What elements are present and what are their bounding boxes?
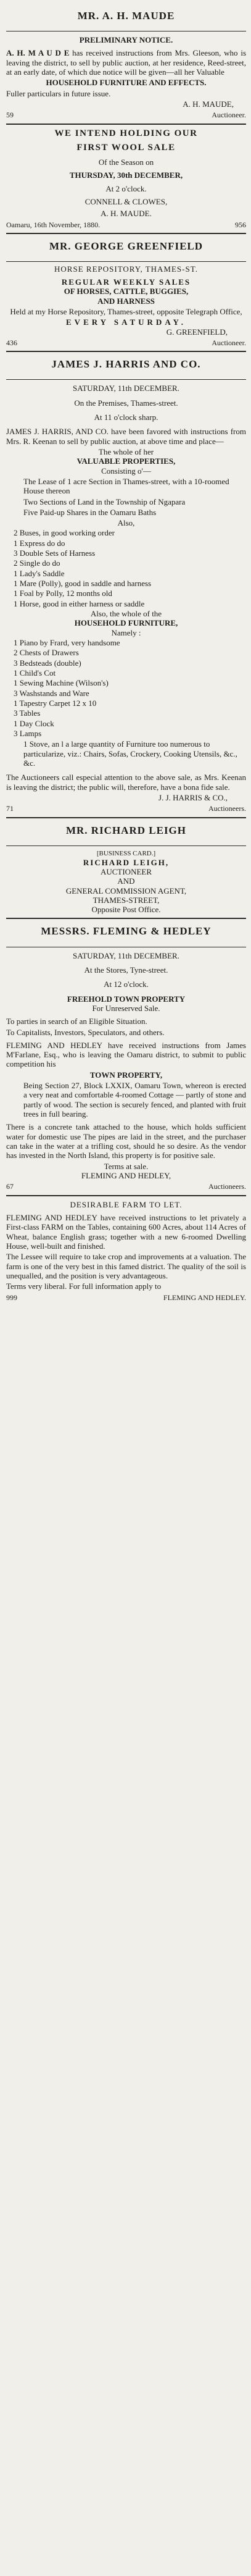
maude-body: has received instructions from Mrs. Gleeson, who is leaving the district, to sell by public auction, at her residence, Reed-street, at an early date, of which due notice will be given—all her Valuable bbox=[6, 48, 246, 77]
greenfield-role: Auctioneer. bbox=[212, 338, 246, 348]
list-item: 3 Lamps bbox=[14, 729, 42, 739]
harris-also-whole: Also, the whole of the bbox=[90, 609, 162, 619]
list-item: 3 Tables bbox=[14, 708, 41, 718]
divider bbox=[6, 261, 246, 262]
greenfield-line1: REGULAR WEEKLY SALES bbox=[61, 277, 191, 287]
fleming-to-parties: To parties in search of an Eligible Situation. bbox=[6, 1017, 147, 1026]
greenfield-header: MR. GEORGE GREENFIELD bbox=[49, 240, 204, 252]
greenfield-signed: G. GREENFIELD, bbox=[166, 327, 228, 337]
greenfield-line3: AND HARNESS bbox=[97, 296, 155, 306]
maude-role: Auctioneer. bbox=[212, 111, 246, 120]
list-item: 1 Express do do bbox=[14, 538, 65, 548]
list-item: 3 Double Sets of Harness bbox=[14, 548, 96, 558]
maude-notice-title: PRELIMINARY NOTICE. bbox=[79, 35, 173, 45]
farm-ref: 999 bbox=[6, 1293, 17, 1302]
list-item: 1 Lady's Saddle bbox=[14, 568, 65, 578]
maude-name: A. H. M A U D E bbox=[6, 48, 70, 58]
list-item: 1 Sewing Machine (Wilson's) bbox=[14, 678, 109, 688]
leigh-card: [BUSINESS CARD.] bbox=[96, 849, 156, 857]
harris-signed: J. J. HARRIS & CO., bbox=[158, 793, 228, 803]
maude-goods: HOUSEHOLD FURNITURE AND EFFECTS. bbox=[46, 78, 207, 88]
fleming-town: TOWN PROPERTY, bbox=[89, 1070, 163, 1080]
harris-consisting: Consisting o'— bbox=[101, 466, 151, 476]
harris-ad bbox=[6, 352, 246, 813]
wool-line6: CONNELL & CLOWES, bbox=[84, 196, 168, 206]
harris-valuable: VALUABLE PROPERTIES, bbox=[76, 456, 176, 466]
leigh-line3: AND bbox=[117, 876, 135, 886]
wool-dateline: Oamaru, 16th November, 1880. bbox=[6, 220, 101, 229]
harris-time: At 11 o'clock sharp. bbox=[94, 412, 158, 422]
fleming-desc2: There is a concrete tank attached to the house, which holds sufficient water for domestic use The pipes are laid in the street, and the purchaser can take in the water at a trifling cost, should he so desire. As the vendor has invested in the North Island, this property is for positive sale. bbox=[6, 1122, 246, 1160]
leigh-line5: THAMES-STREET, bbox=[93, 895, 160, 905]
list-item: 1 Piano by Frard, very handsome bbox=[14, 638, 120, 648]
list-item: 1 Foal by Polly, 12 months old bbox=[14, 589, 112, 598]
fleming-time: At 12 o'clock. bbox=[104, 980, 149, 989]
list-item: 1 Child's Cot bbox=[14, 668, 56, 678]
farm-intro: FLEMING AND HEDLEY have received instructions to let privately a First-class FARM on the Tables, containing 600 Acres, about 114 Acres of Wheat, balance English grass; together with a new 6-roomed Dwelling House, well-built and finished. bbox=[6, 1212, 246, 1251]
farm-terms: Terms very liberal. For full information apply to bbox=[6, 1282, 162, 1291]
farm-title: DESIRABLE FARM TO LET. bbox=[70, 1199, 183, 1209]
maude-signed: A. H. MAUDE, bbox=[183, 99, 234, 109]
harris-intro: JAMES J. HARRIS, AND CO. have been favored with instructions from Mrs. R. Keenan to sell by public auction, at above time and place— bbox=[6, 427, 246, 446]
greenfield-sub: HORSE REPOSITORY, THAMES-ST. bbox=[54, 264, 198, 274]
leigh-ad bbox=[6, 818, 246, 915]
leigh-header: MR. RICHARD LEIGH bbox=[65, 824, 187, 836]
greenfield-line5: EVERY SATURDAY. bbox=[66, 317, 186, 327]
fleming-header: MESSRS. FLEMING & HEDLEY bbox=[41, 925, 212, 938]
maude-fuller: Fuller particulars in future issue. bbox=[6, 88, 111, 98]
harris-ref: 71 bbox=[6, 804, 14, 813]
harris-note: The Auctioneers call especial attention to the above sale, as Mrs. Keenan is leaving the district; the public will, therefore, have a bona fide sale. bbox=[6, 773, 246, 792]
divider bbox=[6, 1195, 246, 1196]
greenfield-ad bbox=[6, 234, 246, 348]
wool-line4: THURSDAY, 30th DECEMBER, bbox=[69, 170, 183, 180]
harris-header: JAMES J. HARRIS AND CO. bbox=[51, 358, 201, 371]
maude-ref: 59 bbox=[6, 111, 14, 120]
fleming-ad bbox=[6, 919, 246, 1191]
fleming-to-cap: To Capitalists, Investors, Speculators, and others. bbox=[6, 1027, 165, 1037]
list-item: 2 Single do do bbox=[14, 558, 60, 568]
list-item: 1 Day Clock bbox=[14, 718, 54, 728]
harris-stove: 1 Stove, an l a large quantity of Furniture too numerous to particularize, viz.: Chairs, Sofas, Crockery, Cooking Utensils, &c., &c. bbox=[23, 739, 237, 768]
fleming-role: Auctioneers. bbox=[208, 1182, 246, 1191]
harris-date: SATURDAY, 11th DECEMBER. bbox=[73, 384, 179, 393]
list-item: 2 Chests of Drawers bbox=[14, 648, 79, 658]
wool-line7: A. H. MAUDE. bbox=[101, 209, 152, 219]
farm-ad bbox=[6, 1200, 246, 1302]
greenfield-ref: 436 bbox=[6, 338, 17, 348]
divider bbox=[6, 845, 246, 846]
divider bbox=[6, 379, 246, 380]
wool-line5: At 2 o'clock. bbox=[105, 183, 147, 193]
wool-line3: Of the Season on bbox=[98, 157, 154, 167]
wool-ad bbox=[6, 125, 246, 229]
list-item: 1 Mare (Polly), good in saddle and harness bbox=[14, 579, 152, 589]
leigh-line1: RICHARD LEIGH, bbox=[83, 857, 170, 867]
leigh-line4: GENERAL COMMISSION AGENT, bbox=[65, 886, 187, 896]
fleming-desc: Being Section 27, Block LXXIX, Oamaru Town, whereon is erected a very neat and comfortable 4-roomed Cottage — partly of stone and partly of wood. The section is securely fenced, and planted with fruit trees in full bearing. bbox=[23, 1081, 246, 1119]
fleming-signed: FLEMING AND HEDLEY, bbox=[81, 1171, 171, 1181]
harris-lease: The Lease of 1 acre Section in Thames-street, with a 10-roomed House thereon bbox=[23, 476, 229, 496]
list-item: 1 Horse, good in either harness or saddle bbox=[14, 598, 145, 608]
maude-header: MR. A. H. MAUDE bbox=[77, 10, 175, 22]
farm-signed: FLEMING AND HEDLEY. bbox=[163, 1293, 246, 1302]
fleming-place: At the Stores, Tyne-street. bbox=[84, 965, 168, 975]
fleming-ref: 67 bbox=[6, 1182, 14, 1191]
harris-role: Auctioneers. bbox=[208, 804, 246, 813]
harris-place: On the Premises, Thames-street. bbox=[74, 398, 178, 408]
harris-namely: Namely : bbox=[111, 627, 141, 637]
list-item: 3 Washstands and Ware bbox=[14, 688, 89, 698]
farm-lessee: The Lessee will require to take crop and improvements at a valuation. The farm is one of the very best in this famed district. The quality of the soil is unequalled, and the position is very advantageous. bbox=[6, 1252, 246, 1280]
greenfield-line2: OF HORSES, CATTLE, BUGGIES, bbox=[64, 287, 189, 296]
list-item: 1 Tapestry Carpet 12 x 10 bbox=[14, 699, 97, 708]
leigh-line6: Opposite Post Office. bbox=[91, 905, 161, 915]
greenfield-line4: Held at my Horse Repository, Thames-street, opposite Telegraph Office, bbox=[10, 307, 242, 317]
fleming-date: SATURDAY, 11th DECEMBER. bbox=[73, 950, 179, 960]
harris-sections: Two Sections of Land in the Township of Ngapara bbox=[23, 497, 186, 506]
harris-also: Also, bbox=[117, 518, 135, 528]
harris-whole: The whole of her bbox=[98, 447, 154, 456]
wool-line2: FIRST WOOL SALE bbox=[76, 143, 176, 153]
leigh-line2: AUCTIONEER bbox=[100, 866, 152, 876]
harris-household: HOUSEHOLD FURNITURE, bbox=[74, 618, 178, 628]
fleming-terms: Terms at sale. bbox=[104, 1161, 149, 1171]
maude-ad bbox=[6, 4, 246, 120]
wool-line1: WE INTEND HOLDING OUR bbox=[54, 128, 198, 138]
fleming-title: FREEHOLD TOWN PROPERTY bbox=[67, 994, 186, 1004]
fleming-sub: For Unreserved Sale. bbox=[92, 1003, 160, 1013]
wool-ref: 956 bbox=[235, 220, 246, 229]
list-item: 2 Buses, in good working order bbox=[14, 528, 115, 538]
list-item: 3 Bedsteads (double) bbox=[14, 658, 81, 668]
fleming-intro: FLEMING AND HEDLEY have received instructions from James M'Farlane, Esq., who is leaving the Oamaru district, to submit to public competition his bbox=[6, 1040, 246, 1069]
harris-shares: Five Paid-up Shares in the Oamaru Baths bbox=[23, 507, 157, 517]
